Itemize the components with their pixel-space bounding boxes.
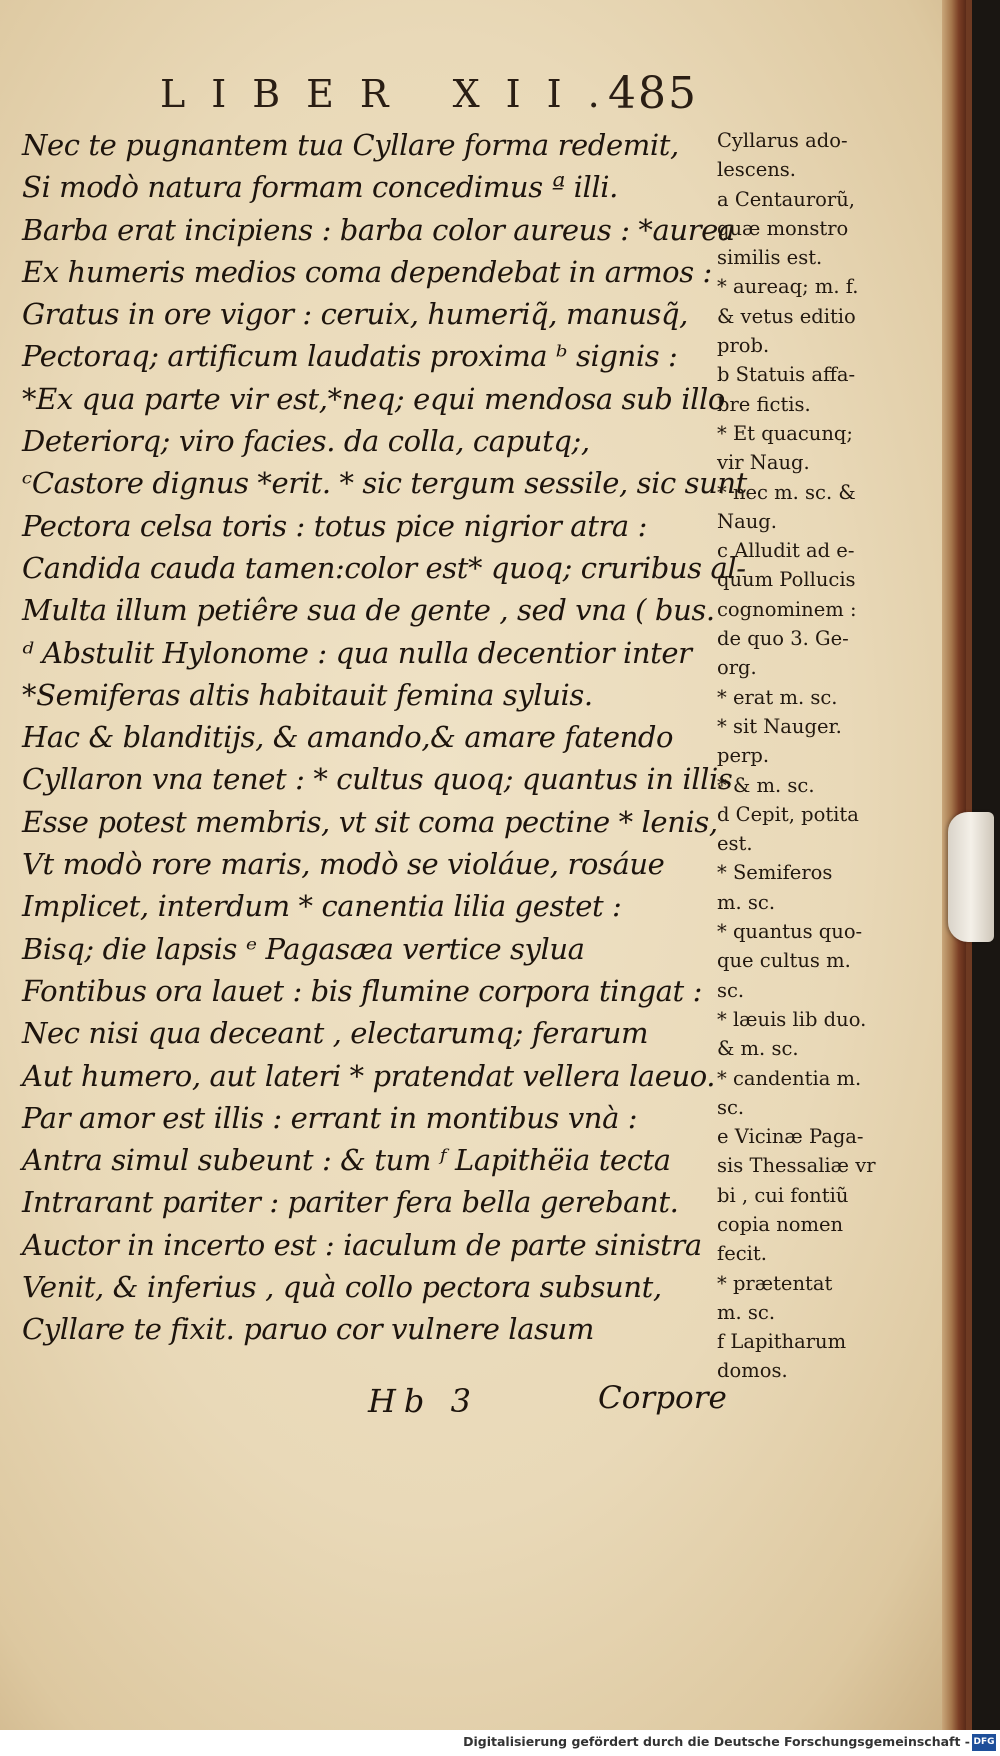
marginal-note-line: & m. sc. <box>717 1037 799 1061</box>
marginal-note-line: * læuis lib duo. <box>717 1007 867 1031</box>
marginal-note-line: & vetus editio <box>717 304 856 328</box>
verse-line: *Ex qua parte vir est,*neq; equi mendosa sub illo <box>22 381 725 416</box>
marginal-note-line: f Lapitharum <box>717 1330 847 1354</box>
verse-line: Multa illum petiêre sua de gente , sed vna ( bus. <box>22 593 715 628</box>
marginal-note-line: est. <box>717 832 753 856</box>
verse-line: Fontibus ora lauet : bis flumine corpora tingat : <box>22 973 702 1008</box>
verse-line: Pectora celsa toris : totus pice nigrior atra : <box>22 508 647 543</box>
dfg-logo: DFG <box>972 1734 996 1751</box>
marginal-note-line: * nec m. sc. & <box>717 480 856 504</box>
verse-line: Par amor est illis : errant in montibus vnà : <box>22 1100 638 1135</box>
verse-line: ᵈ Abstulit Hylonome : qua nulla decentior inter <box>22 635 692 670</box>
marginal-note-line: d Cepit, potita <box>717 802 859 826</box>
verse-line: Nec nisi qua deceant , electarumq; ferarum <box>22 1016 649 1051</box>
marginal-note-line: * candentia m. <box>717 1066 862 1090</box>
marginal-note-line: quum Pollucis <box>717 568 856 592</box>
marginal-note-line: que cultus m. <box>717 949 851 973</box>
marginal-note-line: b Statuis affa- <box>717 363 856 387</box>
marginal-note-line: de quo 3. Ge- <box>717 627 849 651</box>
signature-mark: Hb 3 <box>368 1382 479 1420</box>
verse-line: Hac & blanditijs, & amando,& amare fatendo <box>22 720 674 755</box>
marginal-note-line: copia nomen <box>717 1212 844 1236</box>
verse-line: Pectoraq; artificum laudatis proxima ᵇ signis : <box>22 339 678 374</box>
marginal-note-line: * aureaq; m. f. <box>717 275 859 299</box>
marginal-note-line: domos. <box>717 1359 788 1383</box>
verse-line: Cyllaron vna tenet : * cultus quoq; quantus in illis <box>22 762 733 797</box>
page-tab <box>948 812 994 942</box>
marginal-note-line: a Centaurorũ, <box>717 187 856 211</box>
marginal-note-line: * prætentat <box>717 1271 833 1295</box>
marginal-note-line: fecit. <box>717 1242 767 1266</box>
verse-line: Si modò natura formam concedimus ª illi. <box>22 170 619 205</box>
marginal-note-line: sc. <box>717 1095 745 1119</box>
marginal-note-line: m. sc. <box>717 890 776 914</box>
page-number: 485 <box>608 68 698 119</box>
digitization-notice: Digitalisierung gefördert durch die Deutsche Forschungsgemeinschaft - <box>463 1734 970 1749</box>
marginal-note-line: * sit Nauger. <box>717 714 842 738</box>
marginal-note-line: prob. <box>717 334 770 358</box>
marginal-note-line: * quantus quo- <box>717 920 863 944</box>
marginal-note-line: perp. <box>717 744 770 768</box>
marginal-note-line: bre fictis. <box>717 392 811 416</box>
marginal-note-line: cognominem : <box>717 597 857 621</box>
marginal-note-line: sis Thessaliæ vr <box>717 1154 876 1178</box>
marginal-note-line: * & m. sc. <box>717 773 815 797</box>
verse-line: Antra simul subeunt : & tum ᶠ Lapithëia tecta <box>22 1143 671 1178</box>
verse-line: Deteriorq; viro facies. da colla, caputq;, <box>22 424 590 459</box>
marginal-note-line: m. sc. <box>717 1300 776 1324</box>
marginal-note-line: org. <box>717 656 757 680</box>
verse-line: Implicet, interdum * canentia lilia gestet : <box>22 889 622 924</box>
verse-line: Vt modò rore maris, modò se violáue, rosáue <box>22 847 665 882</box>
catchword: Corpore <box>598 1380 727 1416</box>
verse-line: Esse potest membris, vt sit coma pectine * lenis, <box>22 804 718 839</box>
verse-line: Barba erat incipiens : barba color aureus : *aurea <box>22 212 735 247</box>
marginal-note-line: similis est. <box>717 246 823 270</box>
marginal-note-line: lescens. <box>717 158 797 182</box>
verse-line: Cyllare te fixit. paruo cor vulnere lasum <box>22 1312 594 1347</box>
verse-line: Venit, & inferius , quà collo pectora subsunt, <box>22 1270 662 1305</box>
verse-line: Aut humero, aut lateri * pratendat vellera laeuo. <box>22 1058 716 1093</box>
verse-line: ᶜCastore dignus *erit. * sic tergum sessile, sic sunt <box>22 466 747 501</box>
marginal-note-line: * erat m. sc. <box>717 685 838 709</box>
running-head: LIBER XII. <box>160 72 626 116</box>
verse-line: Candida cauda tamen:color est* quoq; cruribus al- <box>22 550 746 585</box>
verse-line: Bisq; die lapsis ᵉ Pagasæa vertice sylua <box>22 931 585 966</box>
verse-line: Gratus in ore vigor : ceruix, humeriq̃, manusq̃, <box>22 297 688 332</box>
marginal-note-line: vir Naug. <box>717 451 810 475</box>
marginal-note-line: * Semiferos <box>717 861 833 885</box>
marginal-note-line: * Et quacunq; <box>717 421 853 445</box>
digitization-footer <box>0 1730 1000 1756</box>
marginal-note-line: Naug. <box>717 509 777 533</box>
marginal-note-line: Cyllarus ado- <box>717 129 848 152</box>
marginal-note-line: c Alludit ad e- <box>717 539 855 563</box>
verse-line: *Semiferas altis habitauit femina syluis. <box>22 677 593 712</box>
marginal-note-line: sc. <box>717 978 745 1002</box>
marginal-note-line: bi , cui fontiũ <box>717 1183 849 1207</box>
marginal-note-line: quæ monstro <box>717 216 849 240</box>
marginal-note-line: e Vicinæ Paga- <box>717 1125 864 1149</box>
verse-line: Ex humeris medios coma dependebat in armos : <box>22 254 712 289</box>
marginal-notes <box>717 126 957 1386</box>
verse-line: Nec te pugnantem tua Cyllare forma redemit, <box>22 128 679 162</box>
verse-line: Intrarant pariter : pariter fera bella gerebant. <box>22 1185 679 1220</box>
verse-line: Auctor in incerto est : iaculum de parte sinistra <box>22 1227 702 1262</box>
